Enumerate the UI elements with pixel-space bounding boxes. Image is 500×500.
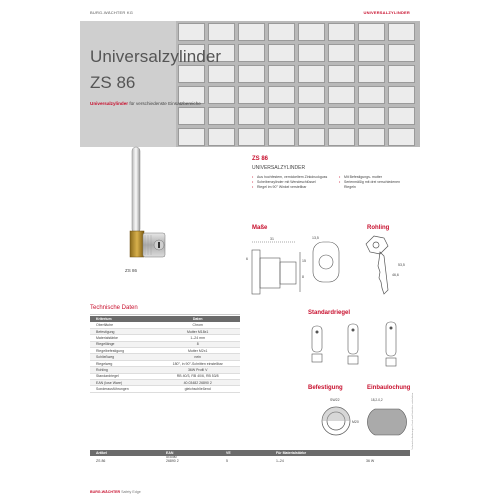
col-header: Für Materialstärke (270, 450, 360, 456)
dim-label: 15 (302, 259, 306, 263)
table-row: Schließweg nein (90, 354, 240, 360)
storage-bin (388, 44, 415, 62)
storage-bin (358, 86, 385, 104)
table-row: Riegellänge 8 (90, 341, 240, 347)
brand-header: BURG-WÄCHTER KG (90, 10, 133, 15)
storage-bin (388, 107, 415, 125)
table-row: Riegelweg 180°, in 90°-Schritten einstellbar (90, 360, 240, 366)
storage-bin (298, 23, 325, 41)
storage-bin (268, 107, 295, 125)
storage-bin (388, 65, 415, 83)
storage-bin (238, 128, 265, 146)
product-label: ZS 86 (125, 268, 138, 273)
table-row: Riegelbefestigung Mutter M2x1 (90, 348, 240, 354)
lock-cylinder-photo (128, 145, 168, 275)
section-befestigung: Befestigung (308, 385, 343, 391)
ean-prefix: 40.03482 (166, 455, 177, 459)
col-header: EAN (160, 450, 220, 456)
storage-bin (208, 23, 235, 41)
storage-bin (328, 23, 355, 41)
col-header: VE (220, 450, 270, 456)
storage-bins-photo (176, 21, 420, 147)
storage-bin (298, 65, 325, 83)
storage-bin (208, 86, 235, 104)
catalog-page (80, 0, 420, 500)
spec-code: ZS 86 (252, 156, 269, 162)
feature-item: • Aus hochfestem, vernickeltem Zinkdruckguss (252, 175, 332, 180)
storage-bin (298, 86, 325, 104)
storage-bin (268, 44, 295, 62)
storage-bin (328, 86, 355, 104)
storage-bin (358, 23, 385, 41)
spec-name: UNIVERSALZYLINDER (252, 165, 306, 171)
storage-bin (328, 44, 355, 62)
storage-bin (208, 128, 235, 146)
feature-item: • Riegel im 90° Winkel verstellbar (252, 185, 332, 190)
legal-note: Technische Änderungen, Druck und Satzfehler vorbehalten. (412, 392, 414, 450)
top-bar (80, 7, 420, 17)
feature-item: • Serienmäßig mit drei verschiedenen Riegeln (339, 180, 409, 190)
dim-label: 53,5 (398, 263, 405, 267)
storage-bin (238, 86, 265, 104)
storage-bin (388, 23, 415, 41)
storage-bin (298, 128, 325, 146)
dim-label: 46,6 (392, 273, 399, 277)
storage-bin (358, 128, 385, 146)
storage-bin (178, 107, 205, 125)
mounting-hole-drawing (367, 395, 412, 445)
storage-bin (388, 128, 415, 146)
dim-label: 13,5 (312, 236, 319, 240)
table-row: Befestigung Mutter M18x1 (90, 328, 240, 334)
mounting-nut-drawing (318, 395, 358, 445)
storage-bin (358, 44, 385, 62)
storage-bin (358, 65, 385, 83)
storage-bin (328, 128, 355, 146)
col-header: Artikel (90, 450, 160, 456)
storage-bin (388, 86, 415, 104)
table-row: EAN (lose Ware) 40.03482 26890 2 (90, 380, 240, 386)
storage-bin (268, 128, 295, 146)
tech-table (90, 316, 240, 393)
col-header: Daten (155, 316, 240, 322)
storage-bin (178, 23, 205, 41)
storage-bin (268, 65, 295, 83)
order-table (90, 450, 410, 464)
page-title: Universalzylinder (90, 47, 222, 66)
page-model: ZS 86 (90, 73, 136, 92)
dim-label: 6 (246, 257, 248, 261)
storage-bin (298, 107, 325, 125)
feature-item: • Scheibenzylinder mit Wendeschlüssel (252, 180, 332, 185)
storage-bin (268, 23, 295, 41)
storage-bin (238, 44, 265, 62)
dim-label: 31 (270, 237, 274, 241)
key-blank-drawing (362, 232, 412, 302)
dim-label: M20 (352, 420, 359, 424)
storage-bin (268, 86, 295, 104)
storage-bin (208, 65, 235, 83)
category-header: UNIVERSALZYLINDER (363, 10, 410, 15)
table-row: Rohling 36W Profil V (90, 367, 240, 373)
page-subtitle: Universalzylinder für verschiedenste Einsatzbereiche (90, 101, 201, 106)
storage-bin (328, 107, 355, 125)
tech-title: Technische Daten (90, 305, 240, 315)
storage-bin (238, 65, 265, 83)
col-header: Kriterium (90, 316, 155, 322)
features-left (252, 175, 332, 190)
storage-bin (328, 65, 355, 83)
table-row: Sonderausführungen gleichschließend (90, 386, 240, 392)
storage-bin (238, 23, 265, 41)
section-einbaulochung: Einbaulochung (367, 385, 411, 391)
table-row: Materialstärke 1–24 mm (90, 335, 240, 341)
features-right (339, 175, 409, 190)
section-masse: Maße (252, 225, 268, 231)
section-standardriegel: Standardriegel (308, 310, 351, 316)
table-row: Oberfläche Chrom (90, 322, 240, 328)
table-row: Standardriegel RB 40/3, RB 40/6, RB 53/8 (90, 373, 240, 379)
top-view-drawing (307, 232, 345, 302)
dim-label: 8 (302, 275, 304, 279)
storage-bin (208, 107, 235, 125)
storage-bin (298, 44, 325, 62)
standard-bolts-drawing (308, 320, 412, 375)
section-rohling: Rohling (367, 225, 390, 231)
footer-brand: BURG-WÄCHTER Safety Edge (90, 490, 141, 494)
storage-bin (178, 65, 205, 83)
dim-label: 18,2-0,2 (371, 398, 383, 402)
dim-label: SW22 (330, 398, 340, 402)
storage-bin (358, 107, 385, 125)
storage-bin (238, 107, 265, 125)
table-row: ZS 86 26890 2 5 1–24 36 W (96, 459, 375, 463)
feature-item: • Mit Befestigungs- mutter (339, 175, 409, 180)
storage-bin (178, 128, 205, 146)
